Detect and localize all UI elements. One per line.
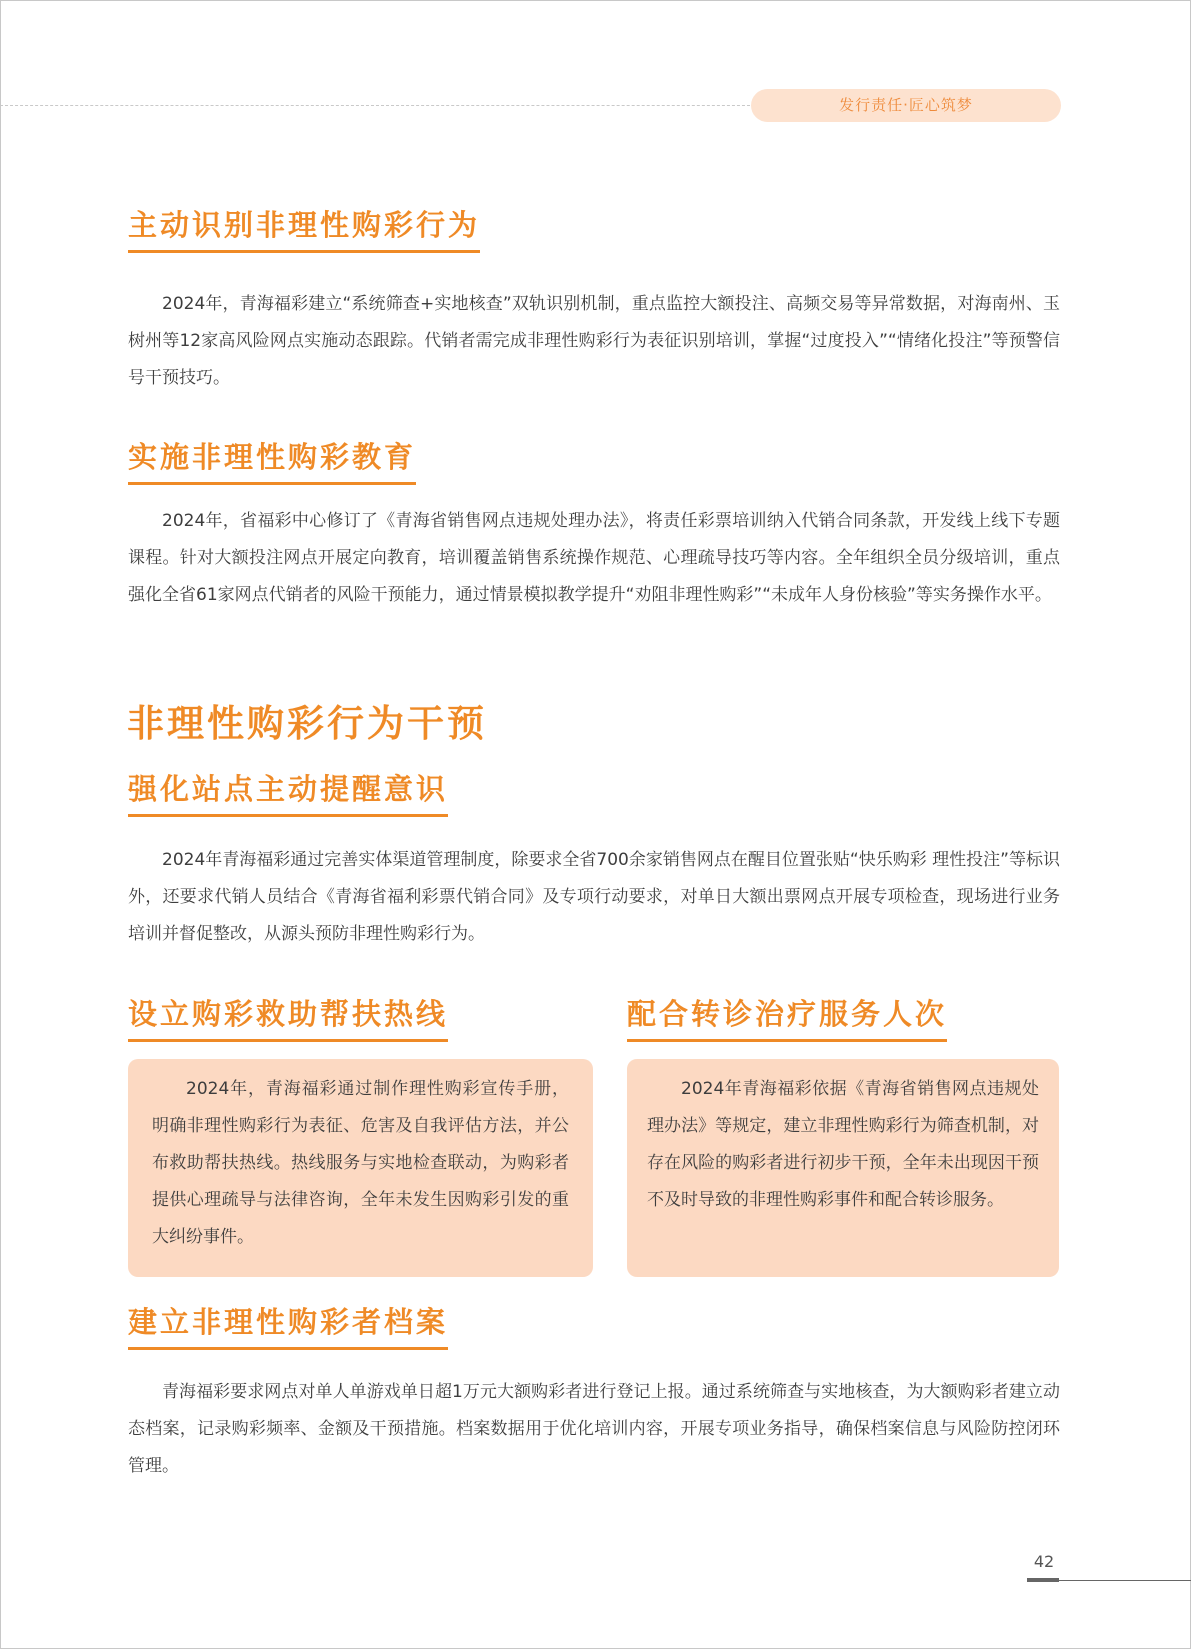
section-body-hotline: 2024年，青海福彩通过制作理性购彩宣传手册，明确非理性购彩行为表征、危害及自我评估方法，并公布救助帮扶热线。热线服务与实地检查联动，为购彩者提供心理疏导与法律咨询，全年未发生因购彩引发的重大纠纷事件。 xyxy=(152,1079,569,1247)
section-title-archive: 建立非理性购彩者档案 xyxy=(128,1305,448,1350)
section-body-archive: 青海福彩要求网点对单人单游戏单日超1万元大额购彩者进行登记上报。通过系统筛查与实地核查，为大额购彩者建立动态档案，记录购彩频率、金额及干预措施。档案数据用于优化培训内容，开展专项业务指导，确保档案信息与风险防控闭环管理。 xyxy=(128,1382,1060,1476)
referral-box xyxy=(627,1059,1059,1277)
section-title-hotline: 设立购彩救助帮扶热线 xyxy=(128,997,448,1042)
page-number-underline xyxy=(1027,1578,1059,1582)
section-title-identify: 主动识别非理性购彩行为 xyxy=(128,208,480,253)
section-body-reminder: 2024年青海福彩通过完善实体渠道管理制度，除要求全省700余家销售网点在醒目位置张贴“快乐购彩 理性投注”等标识外，还要求代销人员结合《青海省福利彩票代销合同》及专项行动要求，对单日大额出票网点开展专项检查，现场进行业务培训并督促整改，从源头预防非理性购彩行为。 xyxy=(128,850,1060,944)
chapter-title-intervention: 非理性购彩行为干预 xyxy=(127,702,487,745)
hotline-box xyxy=(128,1059,593,1277)
page-number: 42 xyxy=(1033,1552,1055,1571)
section-title-referral: 配合转诊治疗服务人次 xyxy=(627,997,947,1042)
section-title-reminder: 强化站点主动提醒意识 xyxy=(128,772,448,817)
section-body-identify: 2024年，青海福彩建立“系统筛查+实地核查”双轨识别机制，重点监控大额投注、高频交易等异常数据，对海南州、玉树州等12家高风险网点实施动态跟踪。代销者需完成非理性购彩行为表征识别培训，掌握“过度投入”“情绪化投注”等预警信号干预技巧。 xyxy=(128,294,1060,388)
header-dashed-line xyxy=(0,105,760,106)
section-body-education: 2024年，省福彩中心修订了《青海省销售网点违规处理办法》，将责任彩票培训纳入代销合同条款，开发线上线下专题课程。针对大额投注网点开展定向教育，培训覆盖销售系统操作规范、心理疏导技巧等内容。全年组织全员分级培训，重点强化全省61家网点代销者的风险干预能力，通过情景模拟教学提升“劝阻非理性购彩”“未成年人身份核验”等实务操作水平。 xyxy=(128,511,1060,605)
section-body-referral: 2024年青海福彩依据《青海省销售网点违规处理办法》等规定，建立非理性购彩行为筛查机制，对存在风险的购彩者进行初步干预，全年未出现因干预不及时导致的非理性购彩事件和配合转诊服务。 xyxy=(647,1079,1039,1210)
section-title-education: 实施非理性购彩教育 xyxy=(128,440,416,485)
footer-rule xyxy=(1059,1580,1191,1581)
header-tag: 发行责任·匠心筑梦 xyxy=(751,89,1061,122)
